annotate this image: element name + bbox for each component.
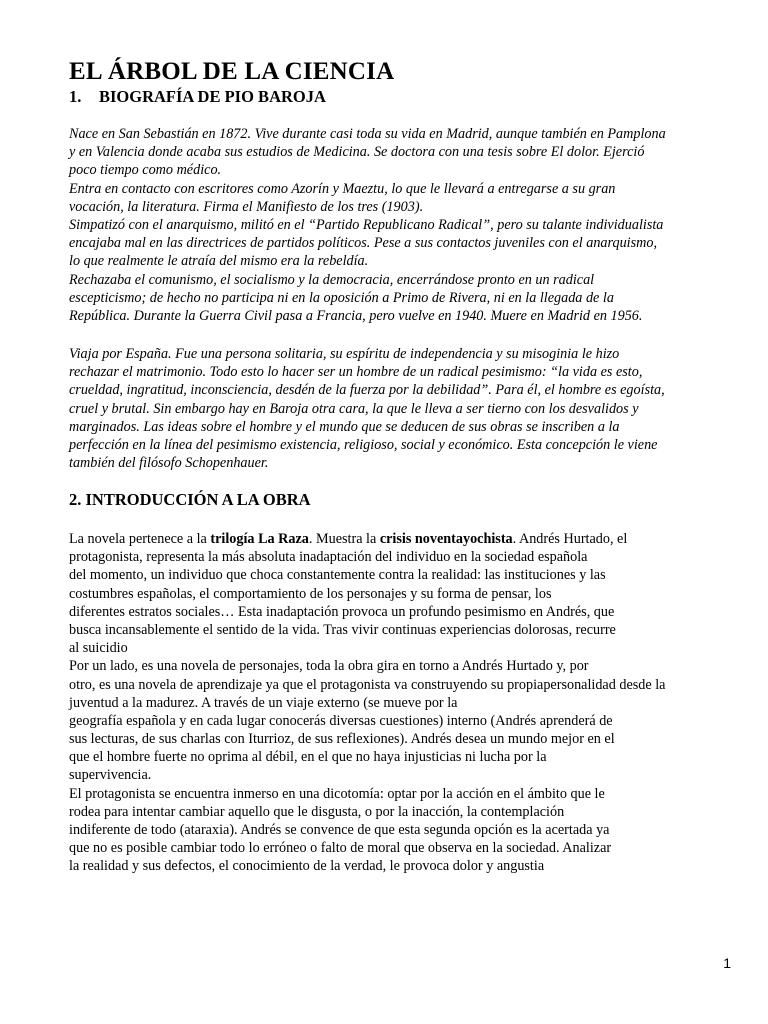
text-line: Por un lado, es una novela de personajes, toda la obra gira en torno a Andrés Hurtado y, por bbox=[69, 658, 589, 675]
text-line: encajaba mal en las directrices de partidos políticos. Pese a sus contactos juveniles con el anarquismo, bbox=[69, 235, 658, 252]
text-line: diferentes estratos sociales… Esta inadaptación provoca un profundo pesimismo en Andrés, que bbox=[69, 603, 615, 620]
text-line: sus lecturas, de sus charlas con Iturrioz, de sus reflexiones). Andrés desea un mundo mejor en el bbox=[69, 731, 615, 748]
page-number: 1 bbox=[723, 955, 731, 971]
text-line: perfección en la línea del pesimismo existencia, religioso, social y económico. Esta concepción le viene bbox=[69, 436, 658, 453]
section-1-heading bbox=[69, 87, 326, 107]
text-line: juventud a la madurez. A través de un viaje externo (se mueve por la bbox=[69, 694, 458, 711]
text-line bbox=[69, 530, 729, 548]
text-line: costumbres españolas, el comportamiento de los personajes y su forma de pensar, los bbox=[69, 585, 552, 602]
text-line: Viaja por España. Fue una persona solitaria, su espíritu de independencia y su misoginia le hizo bbox=[69, 346, 620, 362]
text-line: busca incansablemente el sentido de la vida. Tras vivir continuas experiencias dolorosas, recurre bbox=[69, 621, 616, 638]
text-line: del momento, un individuo que choca constantemente contra la realidad: las instituciones y las bbox=[69, 567, 606, 584]
text-line: que el hombre fuerte no oprima al débil, en el que no haya injusticias ni lucha por la bbox=[69, 749, 547, 766]
text-line: geografía española y en cada lugar conocerás diversas cuestiones) interno (Andrés aprenderá de bbox=[69, 712, 613, 729]
text-line: que no es posible cambiar todo lo erróneo o falto de moral que observa en la sociedad. Analizar bbox=[69, 840, 612, 857]
biography-paragraph-2 bbox=[69, 345, 729, 472]
text-line: otro, es una novela de aprendizaje ya que el protagonista va construyendo su propiapersonalidad desde la bbox=[69, 676, 666, 693]
section-1-number: 1. bbox=[69, 87, 82, 106]
text-line: Nace en San Sebastián en 1872. Vive durante casi toda su vida en Madrid, aunque también en Pamplona bbox=[69, 126, 666, 142]
bold-term-trilogia: trilogía La Raza bbox=[210, 531, 309, 547]
document-title: EL ÁRBOL DE LA CIENCIA bbox=[69, 58, 395, 85]
text-line: la realidad y sus defectos, el conocimiento de la verdad, le provoca dolor y angustia bbox=[69, 858, 545, 875]
text-line: protagonista, representa la más absoluta inadaptación del individuo en la sociedad española bbox=[69, 549, 588, 566]
text-run: . Andrés Hurtado, el bbox=[512, 531, 628, 547]
text-line: poco tiempo como médico. bbox=[69, 162, 222, 179]
text-line: indiferente de todo (ataraxia). Andrés se convence de que esta segunda opción es la acertada ya bbox=[69, 822, 610, 838]
text-line: al suicidio bbox=[69, 640, 128, 657]
text-line: Simpatizó con el anarquismo, militó en el “Partido Republicano Radical”, pero su talante individualista bbox=[69, 216, 664, 233]
text-line: Entra en contacto con escritores como Azorín y Maeztu, lo que le llevará a entregarse a su gran bbox=[69, 180, 616, 197]
text-line: rodea para intentar cambiar aquello que le disgusta, o por la inacción, la contemplación bbox=[69, 803, 565, 820]
text-run: La novela pertenece a la bbox=[69, 531, 211, 547]
text-line: rechazar el matrimonio. Todo esto lo hacer ser un hombre de un radical pesimismo: “la vida es esto, bbox=[69, 364, 643, 381]
text-line: supervivencia. bbox=[69, 767, 152, 784]
text-line: marginados. Las ideas sobre el hombre y el mundo que se deducen de sus obras se inscriben a la bbox=[69, 418, 620, 435]
text-run: . Muestra la bbox=[308, 531, 380, 547]
text-line: también del filósofo Schopenhauer. bbox=[69, 455, 269, 472]
section-2-heading: 2. INTRODUCCIÓN A LA OBRA bbox=[69, 490, 311, 509]
text-line: lo que realmente le atraía del mismo era la rebeldía. bbox=[69, 253, 369, 270]
text-line: escepticismo; de hecho no participa ni en la oposición a Primo de Rivera, ni en la llegada de la bbox=[69, 289, 614, 306]
introduction-text bbox=[69, 530, 729, 876]
bold-term-crisis: crisis noventayochista bbox=[379, 531, 513, 547]
text-line: crueldad, ingratitud, inconsciencia, desdén de la fuerza por la debilidad”. Para él, el hombre es egoísta, bbox=[69, 382, 665, 399]
text-line: El protagonista se encuentra inmerso en una dicotomía: optar por la acción en el ámbito que le bbox=[69, 785, 605, 802]
section-1-heading-text: BIOGRAFÍA DE PIO BAROJA bbox=[99, 87, 326, 106]
text-line: cruel y brutal. Sin embargo hay en Baroja otra cara, la que le lleva a ser tierno con los desvalidos y bbox=[69, 400, 639, 417]
text-line: República. Durante la Guerra Civil pasa a Francia, pero vuelve en 1940. Muere en Madrid en 1956. bbox=[69, 307, 643, 324]
text-line: Rechazaba el comunismo, el socialismo y la democracia, encerrándose pronto en un radical bbox=[69, 271, 595, 288]
text-line: y en Valencia donde acaba sus estudios de Medicina. Se doctora con una tesis sobre El dolor. Ejerció bbox=[69, 144, 645, 161]
biography-paragraph-1 bbox=[69, 125, 729, 325]
text-line: vocación, la literatura. Firma el Manifiesto de los tres (1903). bbox=[69, 198, 424, 215]
